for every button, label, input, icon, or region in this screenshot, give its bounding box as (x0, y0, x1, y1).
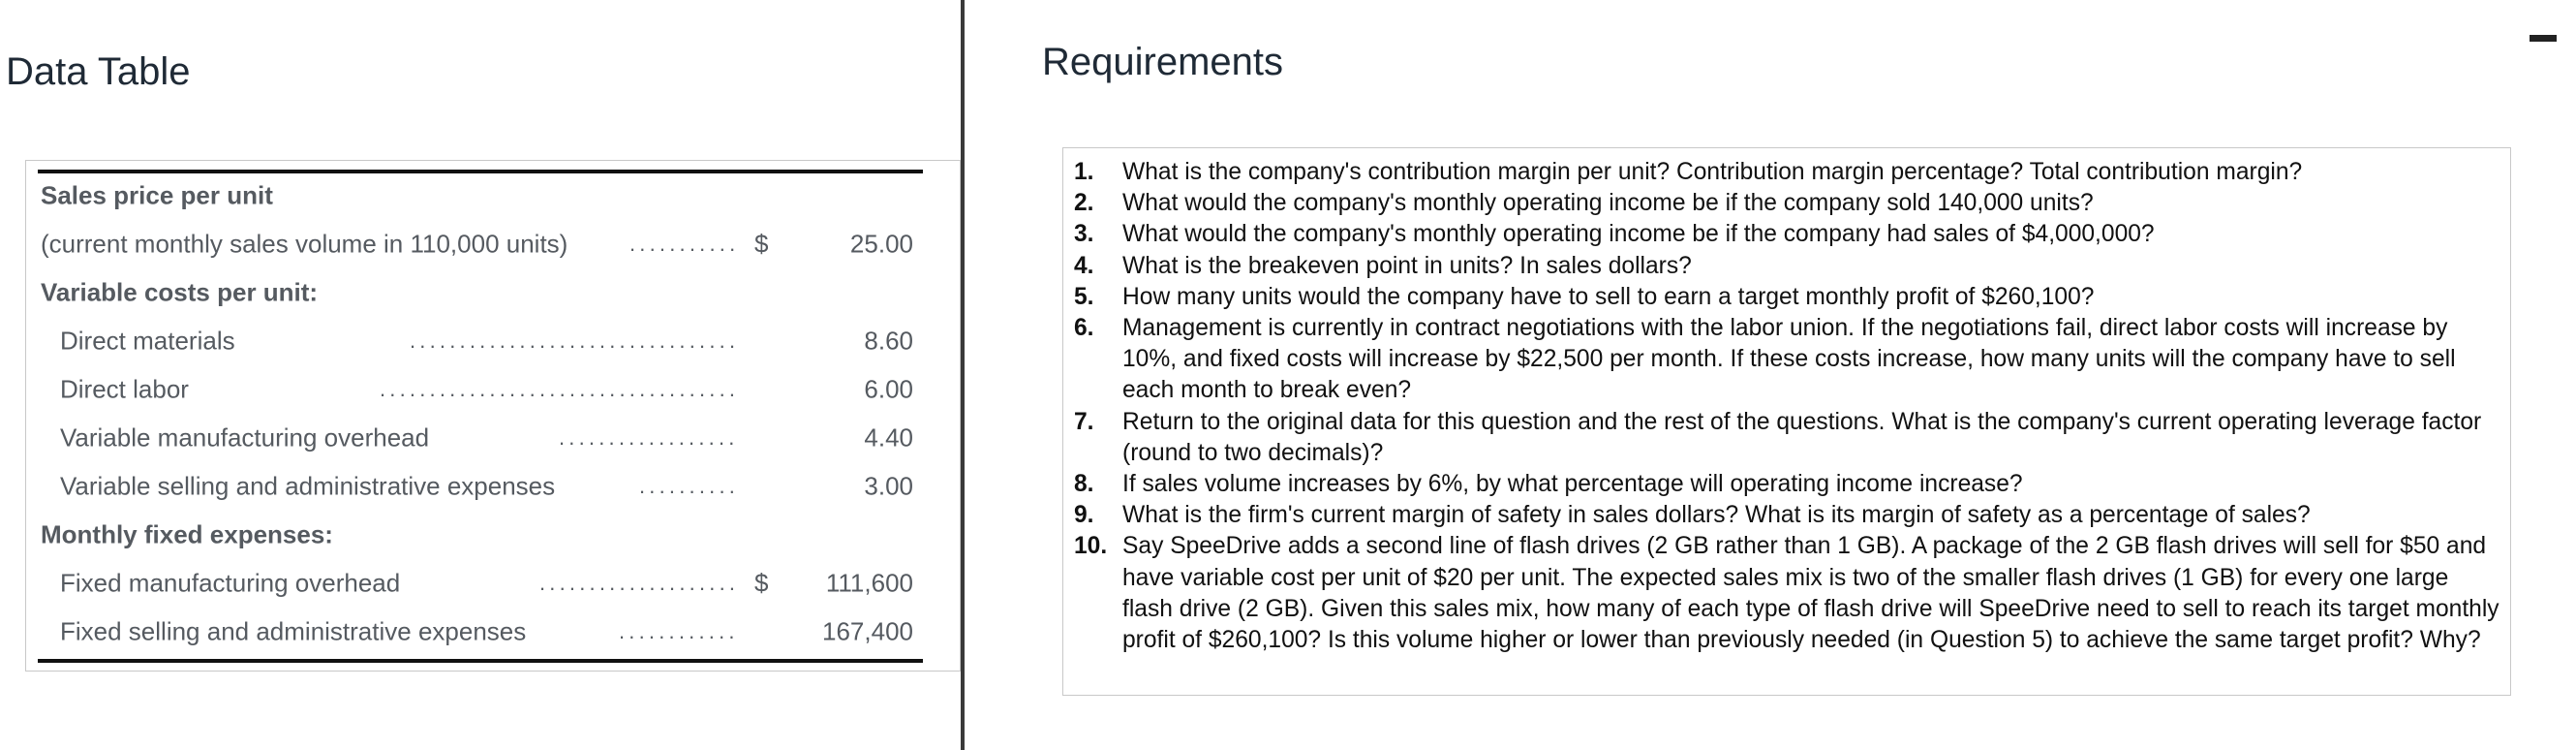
table-row (26, 511, 962, 559)
requirements-panel (965, 0, 2576, 750)
requirements-box (1062, 147, 2511, 696)
requirement-text: Say SpeeDrive adds a second line of flash drives (2 GB rather than 1 GB). A package of the 2 GB flash drives will sell for $50 and have variable cost per unit of $20 per unit. The expected sales mix is two of the smaller flash drives (1 GB) for every one large flash drive (2 GB). Given this sales mix, how many of each type of flash drive will SpeeDrive need to sell to reach its target monthly profit of $260,100? Is this volume higher or lower than previously needed (in Question 5) to achieve the same target profit? Why? (1122, 533, 2499, 654)
requirement-number: 8. (1074, 471, 1094, 498)
requirement-item (1063, 469, 2512, 500)
table-row (26, 268, 962, 317)
requirement-number: 5. (1074, 283, 1094, 310)
requirement-number: 9. (1074, 502, 1094, 529)
leader-dots: .................................... (380, 377, 740, 401)
leader-dots: .................... (539, 571, 740, 595)
requirement-number: 3. (1074, 221, 1094, 248)
leader-dots: ............ (619, 619, 739, 643)
row-label: Monthly fixed expenses: (41, 519, 333, 549)
requirement-number: 6. (1074, 315, 1094, 342)
minimize-button[interactable] (2530, 35, 2557, 42)
row-label: (current monthly sales volume in 110,000 units) (41, 229, 568, 259)
row-value: 167,400 (822, 616, 913, 646)
requirement-item (1063, 500, 2512, 531)
requirement-item (1063, 407, 2512, 469)
currency-symbol: $ (754, 568, 769, 598)
requirement-item (1063, 157, 2512, 188)
requirement-item (1063, 313, 2512, 407)
data-table-title: Data Table (6, 50, 191, 93)
data-table-panel (0, 0, 961, 750)
leader-dots: ........... (629, 232, 740, 256)
table-row (26, 365, 962, 414)
requirement-text: What would the company's monthly operating income be if the company had sales of $4,000,000? (1122, 221, 2155, 248)
requirement-text: If sales volume increases by 6%, by what percentage will operating income increase? (1122, 471, 2023, 498)
data-table (25, 160, 961, 672)
requirement-text: What would the company's monthly operating income be if the company sold 140,000 units? (1122, 190, 2094, 217)
row-value: 25.00 (849, 229, 913, 259)
row-label: Sales price per unit (41, 180, 273, 210)
row-value: 6.00 (864, 374, 913, 404)
row-label: Variable costs per unit: (41, 277, 319, 307)
requirement-number: 7. (1074, 408, 1094, 435)
row-value: 4.40 (864, 422, 913, 453)
row-label: Fixed manufacturing overhead (60, 568, 401, 598)
requirement-text: What is the firm's current margin of safety in sales dollars? What is its margin of safety as a percentage of sales? (1122, 502, 2311, 529)
requirement-item (1063, 251, 2512, 282)
table-row (26, 608, 962, 656)
requirement-number: 1. (1074, 159, 1094, 185)
leader-dots: ................................. (410, 328, 740, 353)
table-row (26, 462, 962, 511)
row-value: 3.00 (864, 471, 913, 501)
requirement-text: How many units would the company have to sell to earn a target monthly profit of $260,100? (1122, 283, 2095, 310)
requirement-item (1063, 531, 2512, 656)
requirement-number: 2. (1074, 190, 1094, 217)
table-row (26, 317, 962, 365)
currency-symbol: $ (754, 229, 769, 259)
table-row (26, 414, 962, 462)
table-row (26, 220, 962, 268)
requirement-text: What is the company's contribution margin per unit? Contribution margin percentage? Total contribution margin? (1122, 159, 2303, 185)
leader-dots: .......... (639, 474, 740, 498)
row-label: Variable manufacturing overhead (60, 422, 430, 453)
requirement-text: What is the breakeven point in units? In sales dollars? (1122, 252, 1692, 279)
row-label: Variable selling and administrative expenses (60, 471, 556, 501)
requirement-text: Return to the original data for this question and the rest of the questions. What is the company's current operating leverage factor (round to two decimals)? (1122, 408, 2482, 466)
row-value: 8.60 (864, 326, 913, 356)
requirement-text: Management is currently in contract negotiations with the labor union. If the negotiations fail, direct labor costs will increase by 10%, and fixed costs will increase by $22,500 per month. If these costs increase, how many units will the company have to sell each month to break even? (1122, 315, 2456, 404)
table-row (26, 172, 962, 220)
requirement-number: 10. (1074, 533, 1108, 560)
table-bottom-rule (38, 659, 923, 663)
table-row (26, 559, 962, 608)
row-value: 111,600 (825, 568, 913, 598)
requirement-item (1063, 282, 2512, 313)
row-label: Fixed selling and administrative expenses (60, 616, 527, 646)
requirement-item (1063, 219, 2512, 250)
row-label: Direct labor (60, 374, 189, 404)
leader-dots: .................. (559, 425, 739, 450)
requirements-title: Requirements (1042, 41, 1284, 83)
row-label: Direct materials (60, 326, 235, 356)
requirements-list (1063, 157, 2512, 656)
requirement-number: 4. (1074, 252, 1094, 279)
requirement-item (1063, 188, 2512, 219)
